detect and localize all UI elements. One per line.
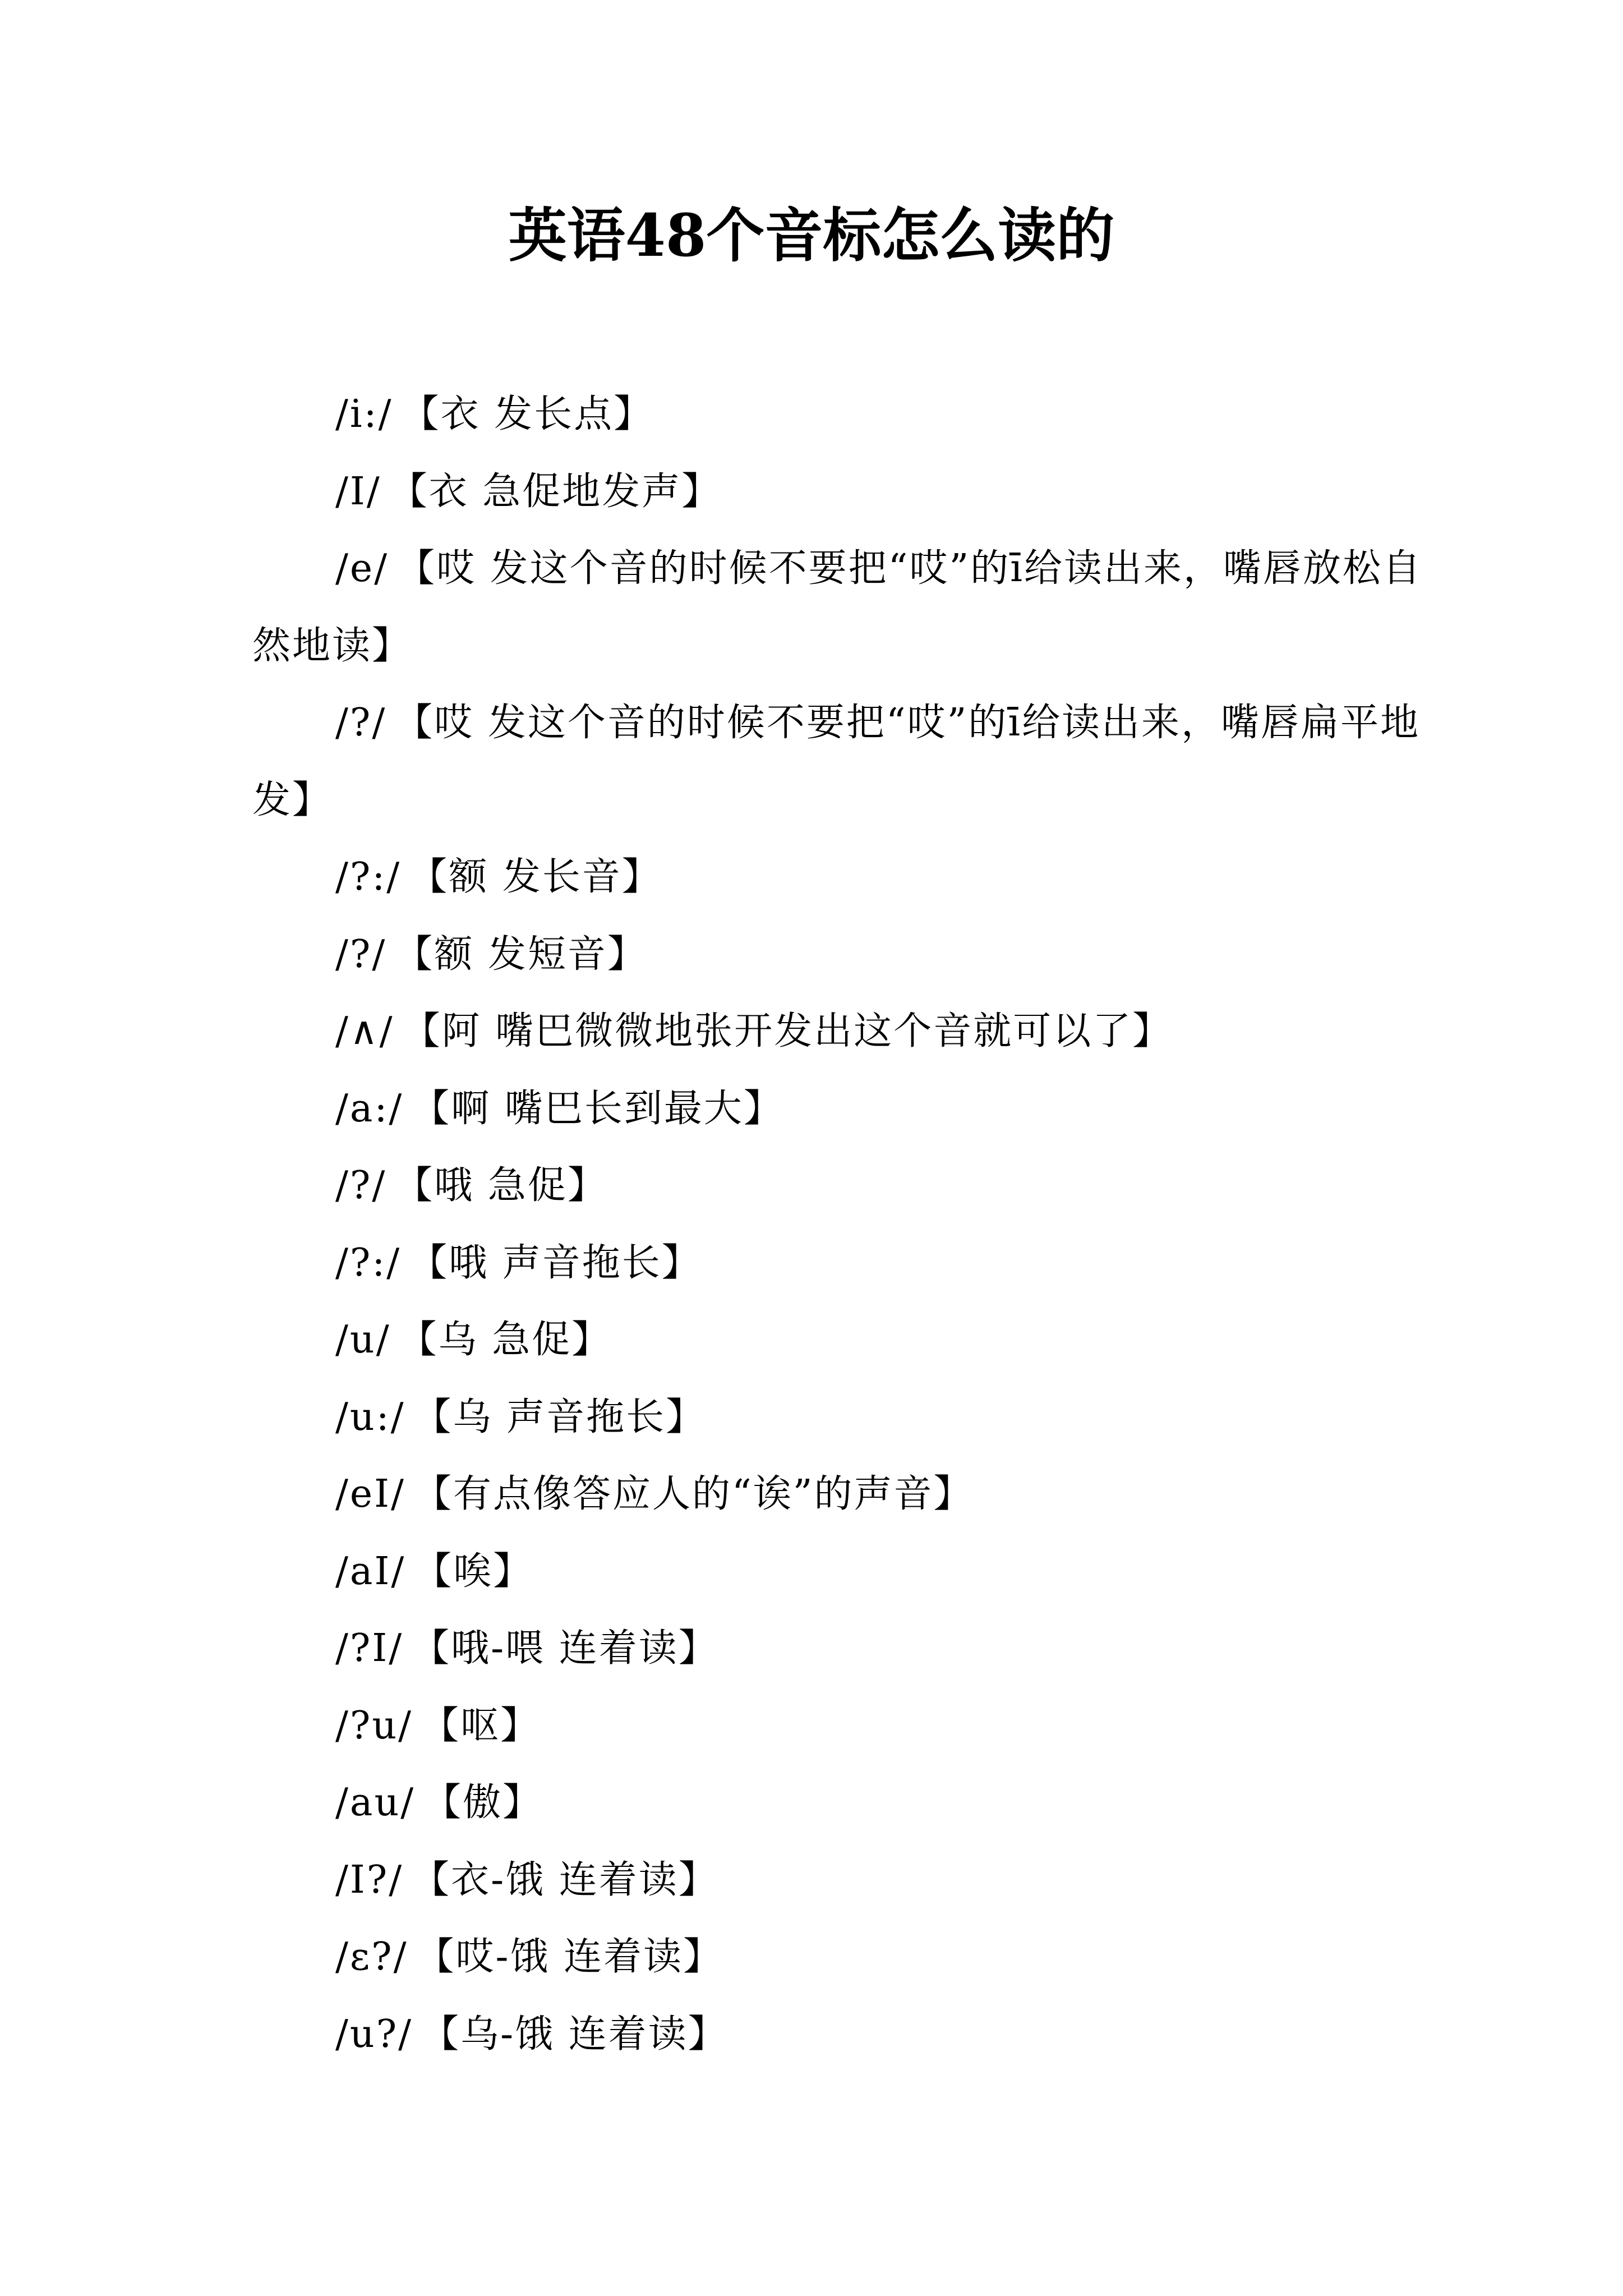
- pronunciation-note: 【哦 声音拖长】: [409, 1240, 702, 1285]
- pronunciation-note: 【有点像答应人的“诶”的声音】: [413, 1472, 974, 1516]
- phonetic-symbol: /i:/: [335, 392, 393, 436]
- phonetic-symbol: /e/: [335, 546, 389, 591]
- pronunciation-note: 【阿 嘴巴微微地张开发出这个音就可以了】: [402, 1009, 1173, 1053]
- phonetic-symbol: /ε?/: [335, 1935, 408, 1979]
- pronunciation-note: 【衣 急促地发声】: [389, 469, 722, 514]
- list-item: [252, 916, 1430, 993]
- phonetic-symbol: /a:/: [335, 1086, 404, 1131]
- list-item: [252, 1996, 1430, 2073]
- list-item: [252, 1379, 1430, 1456]
- phonetic-symbol: /u?/: [335, 2012, 413, 2056]
- list-item: [252, 993, 1430, 1070]
- phonetic-symbol: /?/: [335, 932, 387, 977]
- pronunciation-note: 【乌-饿 连着读】: [421, 2012, 728, 2056]
- phonetic-symbol: /∧/: [335, 1009, 394, 1053]
- list-item: [252, 1070, 1430, 1148]
- pronunciation-note: 【哦 急促】: [394, 1163, 607, 1208]
- pronunciation-note: 【乌 声音拖长】: [413, 1395, 706, 1439]
- pronunciation-note: 【衣-饿 连着读】: [411, 1857, 718, 1902]
- list-item: [252, 1610, 1430, 1687]
- page-title: 英语48个音标怎么读的: [508, 201, 1115, 270]
- pronunciation-note: 【哎 发这个音的时候不要把“哎”的ī给读出来，嘴唇扁平地发】: [252, 701, 1421, 822]
- list-item: [252, 684, 1430, 839]
- phonetic-list: [252, 376, 1430, 2073]
- list-item: [252, 839, 1430, 916]
- phonetic-symbol: /?/: [335, 1163, 387, 1208]
- phonetic-symbol: /?/: [335, 701, 387, 745]
- list-item: [252, 1456, 1430, 1533]
- phonetic-symbol: /?I/: [335, 1626, 404, 1671]
- phonetic-symbol: /eI/: [335, 1472, 405, 1516]
- phonetic-symbol: /?:/: [335, 1240, 402, 1285]
- phonetic-symbol: /u/: [335, 1318, 391, 1362]
- list-item: [252, 1301, 1430, 1379]
- phonetic-symbol: /aI/: [335, 1549, 406, 1594]
- pronunciation-note: 【哎-饿 连着读】: [416, 1935, 723, 1979]
- pronunciation-note: 【哎 发这个音的时候不要把“哎”的ī给读出来，嘴唇放松自然地读】: [252, 546, 1422, 668]
- phonetic-symbol: /?u/: [335, 1703, 413, 1748]
- pronunciation-note: 【唉】: [413, 1549, 533, 1594]
- phonetic-symbol: /au/: [335, 1780, 416, 1825]
- list-item: [252, 1533, 1430, 1611]
- list-item: [252, 453, 1430, 531]
- phonetic-symbol: /?:/: [335, 855, 402, 899]
- list-item: [252, 1225, 1430, 1302]
- pronunciation-note: 【呕】: [421, 1703, 541, 1748]
- list-item: [252, 1147, 1430, 1225]
- pronunciation-note: 【傲】: [423, 1780, 543, 1825]
- list-item: [252, 1842, 1430, 1919]
- phonetic-symbol: /I/: [335, 469, 381, 514]
- list-item: [252, 530, 1430, 684]
- pronunciation-note: 【衣 发长点】: [400, 392, 654, 436]
- pronunciation-note: 【乌 急促】: [398, 1318, 612, 1362]
- list-item: [252, 1687, 1430, 1765]
- list-item: [252, 1764, 1430, 1842]
- phonetic-symbol: /u:/: [335, 1395, 405, 1439]
- phonetic-symbol: /I?/: [335, 1857, 404, 1902]
- pronunciation-note: 【额 发短音】: [394, 932, 647, 977]
- pronunciation-note: 【啊 嘴巴长到最大】: [411, 1086, 783, 1131]
- list-item: [252, 1918, 1430, 1996]
- list-item: [252, 376, 1430, 453]
- pronunciation-note: 【额 发长音】: [409, 855, 662, 899]
- pronunciation-note: 【哦-喂 连着读】: [411, 1626, 718, 1671]
